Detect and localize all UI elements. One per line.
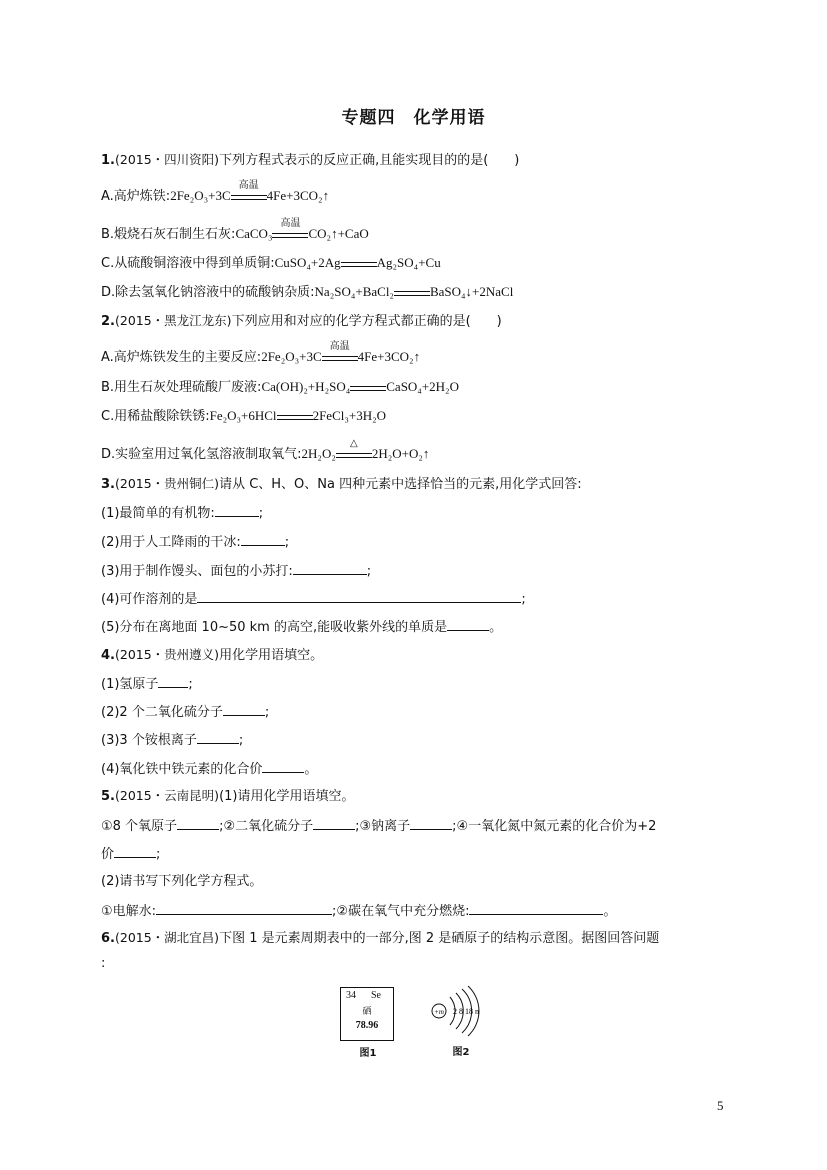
q2-number: 2. [101,314,115,329]
answer-blank[interactable] [177,815,219,830]
q5-l1-b: ;②二氧化硫分子 [219,819,314,834]
q2-a-lhs: 2Fe₂O₃+3C [261,349,322,364]
q5-line-3: (2)请书写下列化学方程式。 [101,874,263,889]
q4-item-1-text: (1)氢原子 [101,677,159,692]
punct: ; [188,677,193,692]
q5-l2-a: 价 [101,847,115,862]
q4-source: (2015・贵州遵义) [114,647,220,662]
q2-stem [101,311,502,332]
atomic-number: 34 [346,990,356,1001]
q2-c-lhs: Fe₂O₃+6HCl [209,408,277,423]
q3-item-5-text: (5)分布在离地面 10~50 km 的高空,能吸收紫外线的单质是 [101,620,448,635]
q4-item-4 [101,758,317,780]
q2-text: 下列应用和对应的化学方程式都正确的是( ) [231,314,502,329]
q1-option-b [101,217,369,245]
q5-source: (2015・云南昆明) [114,788,220,803]
q3-item-4-text: (4)可作溶剂的是 [101,592,198,607]
element-symbol: Se [371,990,381,1001]
q1-d-label: D.除去氢氧化钠溶液中的硫酸钠杂质: [101,285,315,300]
element-name: 硒 [362,1007,372,1017]
q5-l1-a: ①8 个氧原子 [101,819,178,834]
atom-structure-diagram [428,983,494,1041]
q1-b-rhs: CO₂↑+CaO [308,226,369,241]
answer-blank[interactable] [410,815,452,830]
answer-blank[interactable] [114,843,156,858]
q5-number: 5. [101,789,115,804]
q3-item-2 [101,531,289,553]
q1-c-lhs: CuSO₄+2Ag [274,255,341,270]
answer-blank[interactable] [197,729,239,744]
punct: 。 [603,904,617,919]
q3-item-5 [101,616,502,638]
answer-blank[interactable] [156,900,332,915]
page-title: 专题四 化学用语 [341,108,486,128]
answer-blank[interactable] [197,588,521,603]
q1-b-label: B.煅烧石灰石制生石灰: [101,227,236,242]
q2-d-rhs: 2H₂O+O₂↑ [371,446,430,461]
q3-source: (2015・贵州铜仁) [114,476,220,491]
figure-2-caption: 图2 [452,1047,470,1058]
answer-blank[interactable] [262,758,304,773]
punct: ; [284,535,290,550]
q3-item-4 [101,588,526,610]
q4-stem [101,645,323,666]
q1-a-lhs: 2Fe₂O₃+3C [170,188,231,203]
nucleus-label: +m [434,1008,444,1016]
q2-option-b [101,377,459,398]
q2-d-lhs: 2H₂O₂ [301,446,336,461]
q3-item-1 [101,502,263,524]
element-cell [340,987,394,1041]
punct: ; [366,564,372,579]
q5-l4-a: ①电解水: [101,904,157,919]
electron-shells-label: 2 8 18 n [453,1007,479,1016]
q5-line-4 [101,900,616,922]
q4-number: 4. [101,648,115,663]
q5-l1-d: ;④一氧化氮中氮元素的化合价为+2 [452,819,657,834]
reaction-sign [394,286,430,300]
q3-text: 请从 C、H、O、Na 四种元素中选择恰当的元素,用化学式回答: [219,477,582,492]
q2-option-d [101,437,430,465]
atomic-mass: 78.96 [355,1020,379,1031]
punct: ; [156,847,161,862]
reaction-sign [336,437,372,462]
answer-blank[interactable] [223,701,265,716]
q2-source: (2015・黑龙江龙东) [114,313,232,328]
figure-1-caption: 图1 [359,1048,377,1059]
q1-a-rhs: 4Fe+3CO₂↑ [266,188,330,203]
q1-option-a [101,179,330,207]
q2-c-label: C.用稀盐酸除铁锈: [101,409,210,424]
q5-text: (1)请用化学用语填空。 [219,789,355,804]
q6-text: 下图 1 是元素周期表中的一部分,图 2 是硒原子的结构示意图。据图回答问题 [219,931,660,946]
q5-stem [101,786,354,807]
punct: ; [521,592,526,607]
q5-line-1 [101,815,656,837]
punct: ; [264,705,270,720]
q2-b-lhs: Ca(OH)₂+H₂SO₄ [261,379,351,394]
reaction-sign [277,410,313,424]
q2-a-condition: 高温 [329,340,350,352]
reaction-sign [322,340,358,365]
q1-a-condition: 高温 [238,179,259,191]
answer-blank[interactable] [241,531,285,546]
answer-blank[interactable] [469,900,603,915]
q6-stem-end: : [101,956,106,971]
punct: ; [258,506,264,521]
answer-blank[interactable] [215,502,259,517]
q1-c-label: C.从硫酸铜溶液中得到单质铜: [101,256,275,271]
q3-item-2-text: (2)用于人工降雨的干冰: [101,535,241,550]
punct: 。 [304,762,318,777]
answer-blank[interactable] [447,616,489,631]
punct: ; [238,733,244,748]
q1-option-d [101,282,513,303]
q6-source: (2015・湖北宜昌) [114,930,220,945]
reaction-sign [350,381,386,395]
page-number: 5 [717,1098,724,1113]
q2-a-label: A.高炉炼铁发生的主要反应: [101,350,262,365]
q1-d-lhs: Na₂SO₄+BaCl₂ [314,284,394,299]
q2-d-condition: △ [350,437,358,449]
q5-l1-c: ;③钠离子 [355,819,411,834]
q4-text: 用化学用语填空。 [219,648,324,663]
q3-number: 3. [101,477,115,492]
q5-l4-b: ;②碳在氧气中充分燃烧: [332,904,470,919]
q2-b-label: B.用生石灰处理硫酸厂废液: [101,380,262,395]
q5-line-2 [101,843,160,865]
q4-item-3-text: (3)3 个铵根离子 [101,733,197,748]
q1-source: (2015・四川资阳) [114,152,220,167]
q1-option-c [101,253,441,274]
q3-stem [101,474,582,495]
q6-number: 6. [101,931,115,946]
q6-stem [101,928,659,949]
q4-item-2-text: (2)2 个二氧化硫分子 [101,705,223,720]
q4-item-1 [101,673,193,695]
q1-stem [101,150,519,171]
q4-item-3 [101,729,243,751]
q3-item-3 [101,560,371,582]
q2-option-c [101,406,386,427]
q2-c-rhs: 2FeCl₃+3H₂O [312,408,387,423]
reaction-sign [341,257,377,271]
answer-blank[interactable] [158,673,188,688]
q1-b-condition: 高温 [280,217,301,229]
q1-d-rhs: BaSO₄↓+2NaCl [429,284,514,299]
q4-item-4-text: (4)氧化铁中铁元素的化合价 [101,762,263,777]
punct: 。 [489,620,503,635]
q1-number: 1. [101,153,115,168]
q1-c-rhs: Ag₂SO₄+Cu [376,255,441,270]
reaction-sign [272,217,308,242]
q4-item-2 [101,701,269,723]
q1-b-lhs: CaCO₃ [235,226,273,241]
reaction-sign [231,179,267,204]
answer-blank[interactable] [313,815,355,830]
q3-item-1-text: (1)最简单的有机物: [101,506,215,521]
answer-blank[interactable] [293,560,367,575]
q2-a-rhs: 4Fe+3CO₂↑ [357,349,421,364]
q3-item-3-text: (3)用于制作馒头、面包的小苏打: [101,564,293,579]
figure-2 [428,983,494,1058]
figure-1 [340,987,396,1059]
q1-text: 下列方程式表示的反应正确,且能实现目的的是( ) [219,153,520,168]
q2-b-rhs: CaSO₄+2H₂O [386,379,459,394]
q1-a-label: A.高炉炼铁: [101,189,171,204]
q2-d-label: D.实验室用过氧化氢溶液制取氧气: [101,447,302,462]
q2-option-a [101,340,421,368]
